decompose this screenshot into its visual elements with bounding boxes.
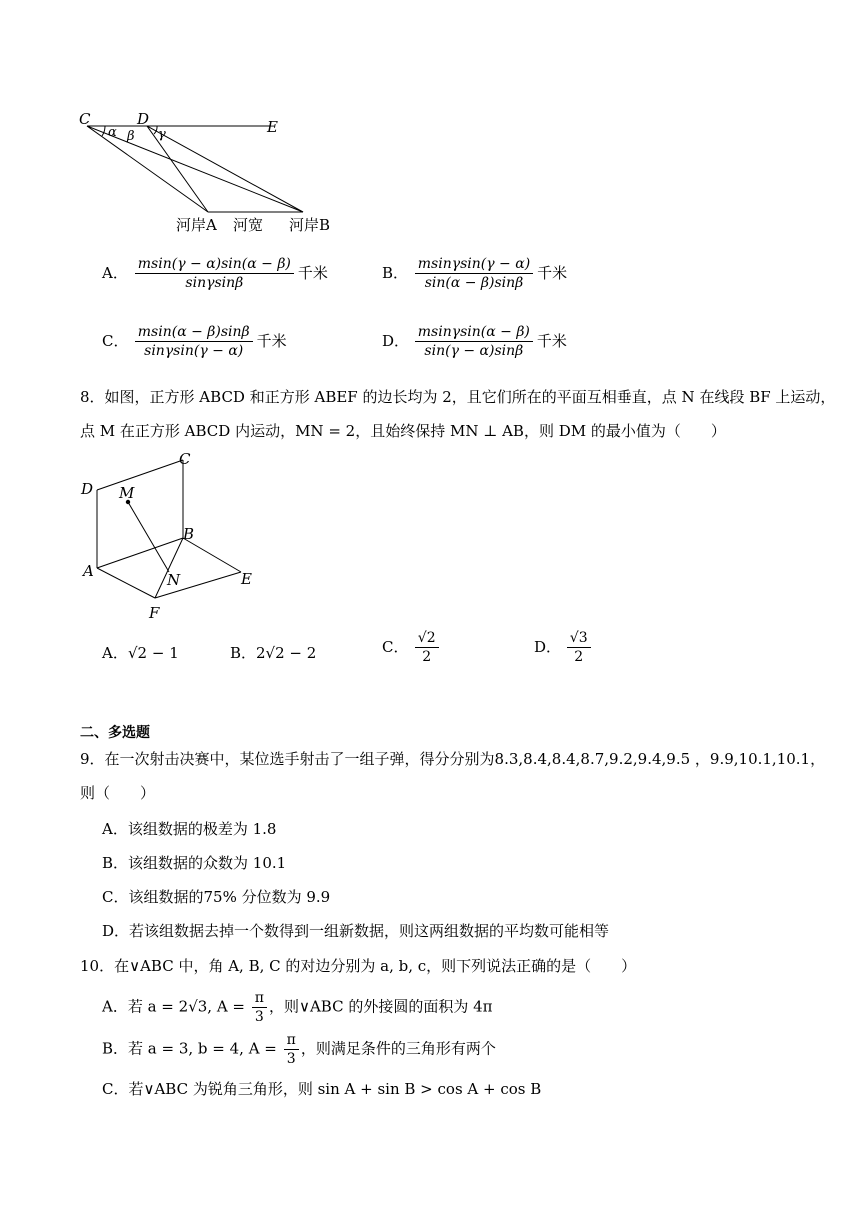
label-D: D — [81, 480, 94, 498]
denominator: 2 — [422, 649, 432, 665]
q9-option-a: A．该组数据的极差为 1.8 — [102, 820, 277, 838]
numerator: msinγsin(α − β) — [415, 324, 533, 342]
option-label: D． — [382, 331, 410, 350]
q8-option-d — [534, 630, 593, 665]
unit: 千米 — [536, 331, 567, 350]
fraction — [415, 256, 533, 291]
denominator: 3 — [254, 1009, 264, 1025]
label-N: N — [167, 571, 181, 589]
fraction — [252, 990, 267, 1025]
section-heading: 二、多选题 — [80, 725, 150, 741]
q10-option-c: C．若∨ABC 为锐角三角形，则 sin A + sin B > cos A + cos B — [102, 1080, 542, 1098]
denominator: sin(γ − α)sinβ — [424, 343, 524, 359]
label-E: E — [267, 118, 278, 136]
option-value: 2√2 − 2 — [256, 644, 317, 662]
denominator: sinγsin(γ − α) — [144, 343, 244, 359]
label-C: C — [79, 110, 91, 128]
q10-stem: 10．在∨ABC 中，角 A, B, C 的对边分别为 a, b, c，则下列说法正确的是（ ） — [80, 957, 637, 975]
numerator: √3 — [567, 630, 591, 648]
label-bank-b: 河岸B — [289, 216, 331, 234]
label-bank-a: 河岸A — [176, 216, 217, 234]
fraction — [135, 324, 253, 359]
q7-option-c — [102, 324, 287, 359]
numerator: msin(α − β)sinβ — [135, 324, 253, 342]
q9-option-d: D．若该组数据去掉一个数得到一组新数据，则这两组数据的平均数可能相等 — [102, 922, 610, 940]
option-value: √2 − 1 — [128, 644, 179, 662]
label-E: E — [241, 570, 252, 588]
numerator: √2 — [415, 630, 439, 648]
option-label: A． — [102, 644, 128, 662]
q10-option-b — [102, 1032, 496, 1067]
q10-option-a — [102, 990, 493, 1025]
q9-line-1: 9．在一次射击决赛中，某位选手射击了一组子弹，得分分别为8.3,8.4,8.4,8.7,9.2,9.4,9.5 ，9.9,10.1,10.1， — [80, 750, 826, 768]
label-M: M — [119, 484, 135, 502]
label-beta: β — [127, 129, 135, 144]
q8-line-2: 点 M 在正方形 ABCD 内运动，MN = 2，且始终保持 MN ⊥ AB，则 DM 的最小值为（ ） — [80, 422, 726, 440]
denominator: sinγsinβ — [185, 275, 244, 291]
unit: 千米 — [297, 263, 328, 282]
option-label: B． — [230, 644, 257, 662]
label-alpha: α — [108, 125, 117, 140]
option-label: C． — [102, 331, 129, 350]
numerator: π — [284, 1032, 299, 1050]
label-width: 河宽 — [233, 216, 264, 234]
numerator: π — [252, 990, 267, 1008]
fraction — [567, 630, 591, 665]
option-pre: B．若 a = 3, b = 4, A = — [102, 1039, 277, 1058]
q8-option-c — [382, 630, 441, 665]
option-post: ，则∨ABC 的外接圆的面积为 4π — [268, 997, 493, 1016]
option-label: A． — [102, 263, 128, 282]
fraction — [284, 1032, 299, 1067]
q8-option-b — [230, 642, 316, 663]
q9-option-c: C．该组数据的75% 分位数为 9.9 — [102, 888, 331, 906]
q9-line-2: 则（ ） — [80, 784, 156, 802]
label-C: C — [179, 450, 191, 468]
label-A: A — [83, 562, 94, 580]
label-gamma: γ — [158, 127, 166, 142]
numerator: msinγsin(γ − α) — [415, 256, 533, 274]
option-label: D． — [534, 637, 562, 656]
fraction — [135, 256, 294, 291]
unit: 千米 — [256, 331, 287, 350]
q8-line-1: 8．如图，正方形 ABCD 和正方形 ABEF 的边长均为 2，且它们所在的平面互相垂直，点 N 在线段 BF 上运动， — [80, 388, 836, 406]
option-post: ，则满足条件的三角形有两个 — [300, 1039, 496, 1058]
label-D: D — [137, 110, 150, 128]
denominator: sin(α − β)sinβ — [424, 275, 524, 291]
q7-option-b — [382, 256, 567, 291]
fraction — [415, 324, 533, 359]
q7-option-d — [382, 324, 567, 359]
denominator: 2 — [574, 649, 584, 665]
label-B: B — [183, 525, 195, 543]
option-pre: A．若 a = 2√3, A = — [102, 997, 245, 1016]
q8-option-a — [102, 642, 179, 663]
q9-option-b: B．该组数据的众数为 10.1 — [102, 854, 287, 872]
denominator: 3 — [286, 1051, 296, 1067]
option-label: C． — [382, 637, 409, 656]
unit: 千米 — [537, 263, 568, 282]
q7-option-a — [102, 256, 328, 291]
squares-diagram — [75, 448, 275, 628]
fraction — [415, 630, 439, 665]
numerator: msin(γ − α)sin(α − β) — [135, 256, 294, 274]
label-F: F — [149, 604, 160, 622]
river-diagram — [75, 108, 355, 238]
option-label: B． — [382, 263, 409, 282]
